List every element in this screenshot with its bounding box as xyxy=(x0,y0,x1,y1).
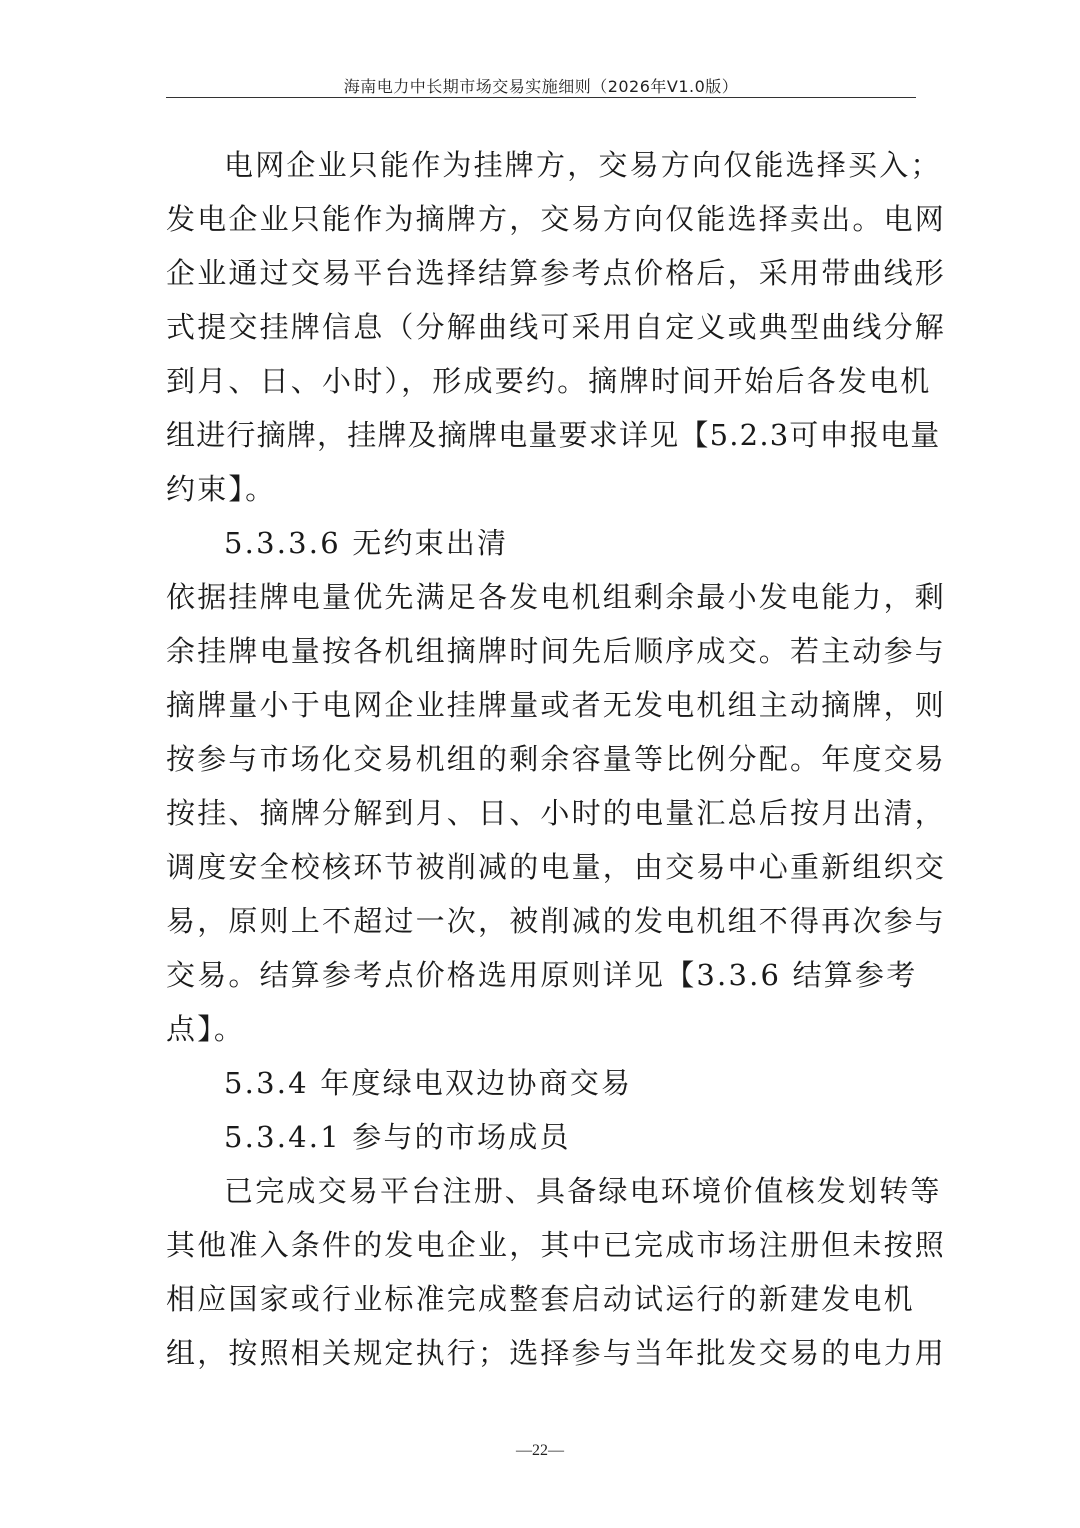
text-line: 交易。结算参考点价格选用原则详见【3.3.6 结算参考 xyxy=(166,958,918,992)
page-header: 海南电力中长期市场交易实施细则（2026年V1.0版） xyxy=(343,77,739,96)
section-heading-5-3-4-1: 5.3.4.1 参与的市场成员 xyxy=(224,1120,571,1154)
page-number: —22— xyxy=(516,1442,564,1459)
text-line: 式提交挂牌信息（分解曲线可采用自定义或典型曲线分解 xyxy=(166,310,947,344)
text-line: 组，按照相关规定执行；选择参与当年批发交易的电力用 xyxy=(166,1336,947,1370)
text-line: 易，原则上不超过一次，被削减的发电机组不得再次参与 xyxy=(166,904,947,938)
text-line: 按挂、摘牌分解到月、日、小时的电量汇总后按月出清， xyxy=(166,796,947,830)
document-body xyxy=(166,138,947,1380)
text-line: 摘牌量小于电网企业挂牌量或者无发电机组主动摘牌，则 xyxy=(166,688,947,722)
text-line: 其他准入条件的发电企业，其中已完成市场注册但未按照 xyxy=(166,1228,947,1262)
text-line: 企业通过交易平台选择结算参考点价格后，采用带曲线形 xyxy=(166,256,947,290)
text-line: 点】。 xyxy=(166,1012,246,1046)
text-line: 发电企业只能作为摘牌方，交易方向仅能选择卖出。电网 xyxy=(166,202,947,236)
text-line: 已完成交易平台注册、具备绿电环境价值核发划转等 xyxy=(224,1174,942,1208)
header-divider xyxy=(166,97,916,98)
section-heading-5-3-4: 5.3.4 年度绿电双边协商交易 xyxy=(224,1066,633,1100)
text-line: 到月、日、小时），形成要约。摘牌时间开始后各发电机 xyxy=(166,364,932,398)
text-line: 按参与市场化交易机组的剩余容量等比例分配。年度交易 xyxy=(166,742,947,776)
text-line: 相应国家或行业标准完成整套启动试运行的新建发电机 xyxy=(166,1282,915,1316)
text-line: 电网企业只能作为挂牌方，交易方向仅能选择买入； xyxy=(224,148,942,182)
text-line: 依据挂牌电量优先满足各发电机组剩余最小发电能力，剩 xyxy=(166,580,947,614)
text-line: 约束】。 xyxy=(166,472,277,506)
section-heading-5-3-3-6: 5.3.3.6 无约束出清 xyxy=(224,526,509,560)
text-line: 组进行摘牌，挂牌及摘牌电量要求详见【5.2.3可申报电量 xyxy=(166,418,941,452)
text-line: 调度安全校核环节被削减的电量，由交易中心重新组织交 xyxy=(166,850,947,884)
text-line: 余挂牌电量按各机组摘牌时间先后顺序成交。若主动参与 xyxy=(166,634,947,668)
